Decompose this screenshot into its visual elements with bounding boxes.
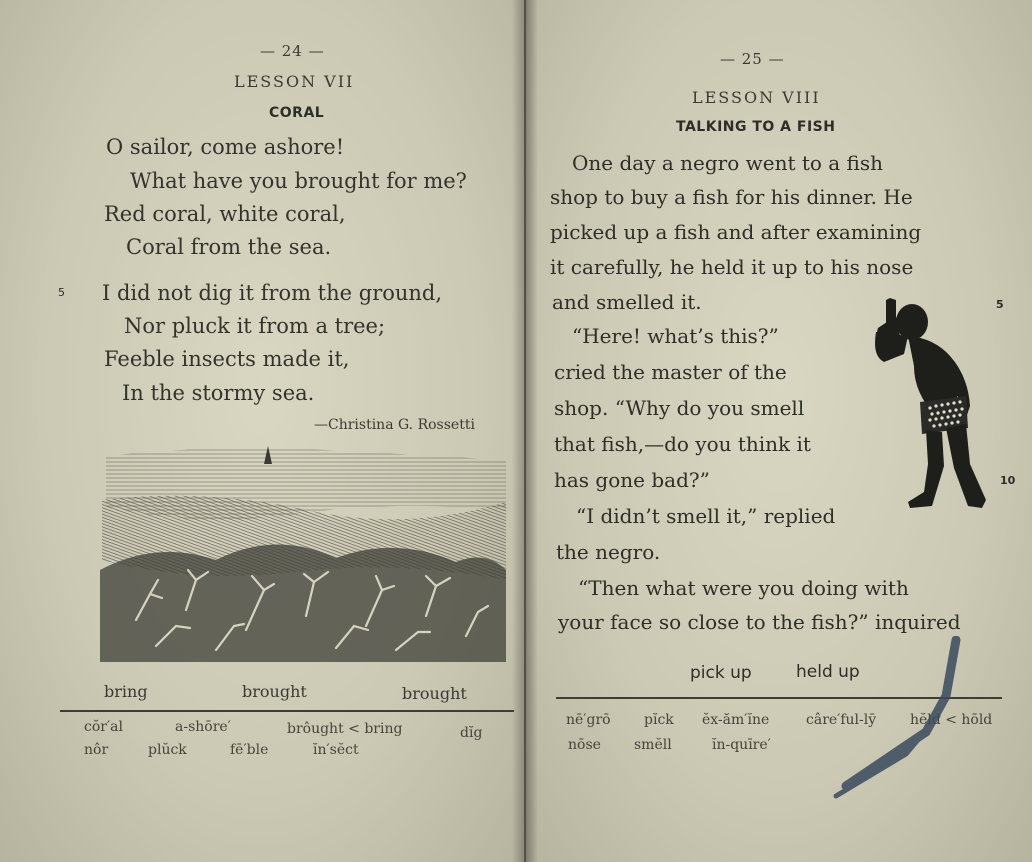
paragraph-line: it carefully, he held it up to his nose	[550, 255, 914, 279]
paragraph-line: and smelled it.	[552, 290, 702, 314]
poem-line: Feeble insects made it,	[104, 347, 350, 371]
vocab-word: ĭn′sĕct	[313, 742, 359, 758]
coral-illustration	[96, 440, 510, 666]
lesson-heading: LESSON VII	[234, 72, 355, 91]
dialogue-line: cried the master of the	[554, 360, 787, 384]
poem-line: What have you brought for me?	[130, 169, 467, 193]
margin-line-number: 5	[58, 286, 65, 299]
poem-line: I did not dig it from the ground,	[102, 281, 443, 305]
book-gutter	[512, 0, 538, 862]
paragraph-line: One day a negro went to a fish	[572, 151, 884, 175]
lesson-heading: LESSON VIII	[692, 88, 821, 107]
dialogue-line: the negro.	[556, 540, 661, 564]
vocab-word: ĭn-quīre′	[712, 737, 771, 753]
vocab-word: cŏr′al	[84, 719, 123, 735]
vocab-word: pĭck	[644, 712, 674, 728]
poem-attribution: —Christina G. Rossetti	[314, 417, 475, 433]
dialogue-line: “I didn’t smell it,” replied	[576, 504, 836, 528]
vocab-word: smĕll	[634, 737, 672, 753]
review-word: brought	[242, 682, 307, 701]
phrase: held up	[796, 662, 860, 682]
poem-line: O sailor, come ashore!	[106, 135, 345, 159]
dialogue-line: has gone bad?”	[554, 468, 710, 492]
poem-line: Red coral, white coral,	[104, 202, 346, 226]
poem-line: In the stormy sea.	[122, 381, 315, 405]
lesson-title: CORAL	[269, 105, 325, 121]
page-number-25: — 25 —	[720, 50, 785, 68]
vocab-word: câre′ful-lȳ	[806, 712, 877, 728]
margin-line-number: 10	[1000, 474, 1016, 487]
dialogue-line: shop. “Why do you smell	[554, 396, 805, 420]
vocab-word: nôr	[84, 742, 109, 758]
page-number-24: — 24 —	[260, 42, 325, 60]
vocab-divider	[60, 710, 514, 712]
man-smelling-fish-illustration	[870, 296, 988, 522]
margin-line-number: 5	[996, 298, 1004, 311]
review-word: brought	[402, 684, 467, 703]
lesson-title: TALKING TO A FISH	[676, 119, 836, 135]
dialogue-line: “Here! what’s this?”	[572, 324, 779, 348]
vocab-word: nōse	[568, 737, 601, 753]
vocab-word: ĕx-ăm′ĭne	[702, 712, 770, 728]
poem-line: Nor pluck it from a tree;	[124, 314, 386, 338]
phrase: pick up	[690, 663, 752, 683]
dialogue-line: “Then what were you doing with	[578, 576, 909, 600]
vocab-word: fē′ble	[230, 742, 269, 758]
right-page	[526, 0, 1032, 862]
vocab-word: dĭg	[460, 725, 483, 741]
poem-line: Coral from the sea.	[126, 235, 332, 259]
vocab-word: nē′grō	[566, 712, 611, 728]
review-word: bring	[104, 682, 148, 701]
dialogue-line: that fish,—do you think it	[554, 432, 811, 456]
vocab-word: a-shōre′	[175, 719, 231, 735]
ink-smudge	[806, 636, 976, 802]
paragraph-line: shop to buy a fish for his dinner. He	[550, 185, 913, 209]
vocab-word: plŭck	[148, 742, 187, 758]
vocab-word: hĕld < hōld	[910, 712, 993, 728]
dialogue-line: your face so close to the fish?” inquired	[558, 610, 961, 634]
paragraph-line: picked up a fish and after examining	[550, 220, 922, 244]
vocab-word: brôught < bring	[287, 721, 403, 737]
